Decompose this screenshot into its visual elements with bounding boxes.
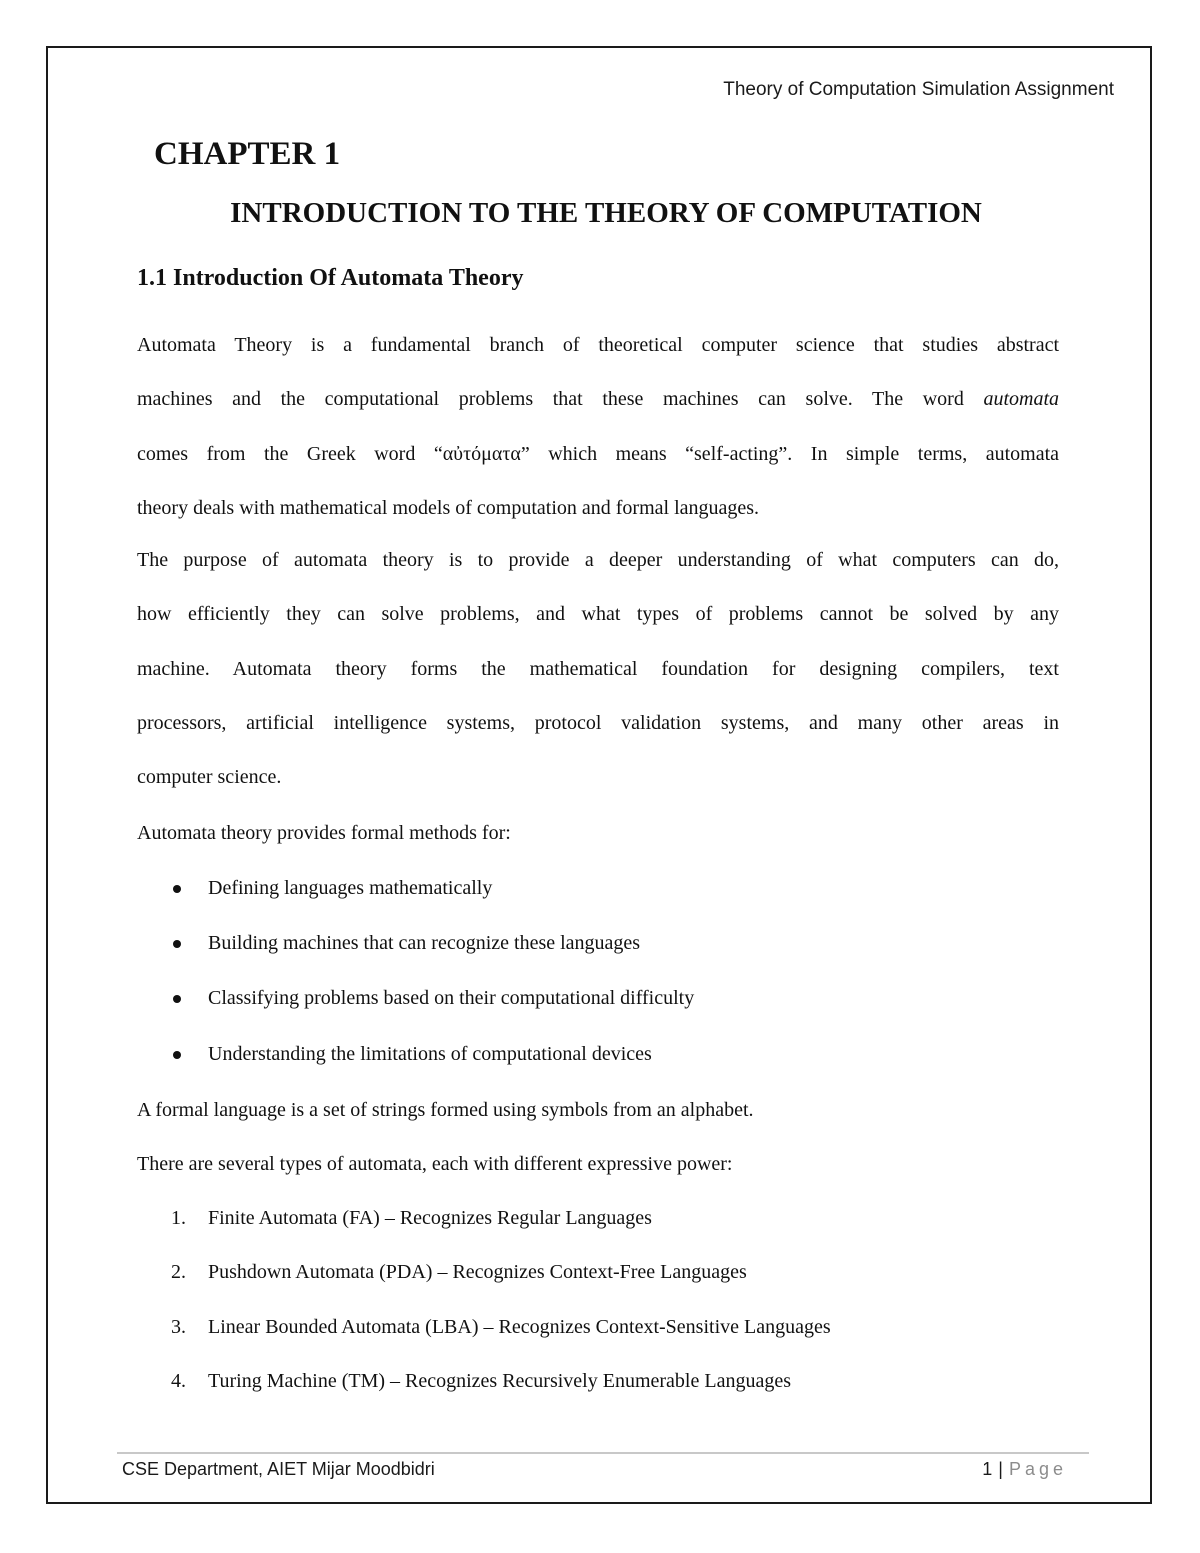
list-item [137, 861, 694, 916]
page-word: Page [1008, 1459, 1067, 1479]
bullet-icon [173, 995, 181, 1003]
list-item [137, 1027, 694, 1082]
footer-department: CSE Department, AIET Mijar Moodbidri [122, 1459, 435, 1479]
list-item [137, 1300, 831, 1354]
paragraph-line [137, 372, 1059, 426]
bullet-icon [173, 1051, 181, 1059]
list-item-text: Turing Machine (TM) – Recognizes Recursively Enumerable Languages [208, 1369, 791, 1392]
chapter-title: INTRODUCTION TO THE THEORY OF COMPUTATION [230, 197, 982, 229]
list-item-text: Finite Automata (FA) – Recognizes Regular Languages [208, 1207, 652, 1229]
paragraph-methods-intro: Automata theory provides formal methods for: [137, 822, 511, 844]
list-item-text: Classifying problems based on their computational difficulty [208, 987, 695, 1010]
paragraph-text: machines and the computational problems that these machines can solve. The word [137, 388, 964, 411]
section-heading: 1.1 Introduction Of Automata Theory [137, 265, 524, 291]
chapter-label: CHAPTER 1 [154, 136, 341, 172]
list-item-text: Linear Bounded Automata (LBA) – Recognizes Context-Sensitive Languages [208, 1315, 831, 1338]
paragraph-line: machine. Automata theory forms the mathematical foundation for designing compilers, text [137, 657, 1059, 680]
paragraph-line: theory deals with mathematical models of computation and formal languages. [137, 496, 760, 519]
list-item [137, 1354, 831, 1408]
list-item-text: Building machines that can recognize these languages [208, 932, 641, 955]
paragraph-line: processors, artificial intelligence systems, protocol validation systems, and many other areas in [137, 711, 1059, 734]
numbered-list [137, 1191, 831, 1408]
footer-divider [117, 1452, 1089, 1454]
list-number: 2. [171, 1261, 186, 1284]
running-header: Theory of Computation Simulation Assignment [723, 79, 1114, 100]
list-item [137, 1191, 831, 1245]
italic-term: automata [983, 388, 1060, 411]
list-number: 4. [171, 1369, 186, 1392]
paragraph-line: comes from the Greek word “αὐτόματα” which means “self-acting”. In simple terms, automata [137, 442, 1059, 465]
paragraph-formal-language: A formal language is a set of strings formed using symbols from an alphabet. [137, 1099, 754, 1121]
footer-separator: | [998, 1459, 1003, 1479]
list-item [137, 971, 694, 1026]
paragraph-line: The purpose of automata theory is to provide a deeper understanding of what computers can do, [137, 549, 1059, 571]
page-number: 1 [982, 1459, 993, 1479]
list-item-text: Defining languages mathematically [208, 877, 493, 899]
bullet-icon [173, 885, 181, 893]
paragraph-purpose [137, 533, 1059, 804]
bullet-icon [173, 940, 181, 948]
paragraph-automata-types-intro: There are several types of automata, each with different expressive power: [137, 1153, 733, 1175]
list-item [137, 916, 694, 971]
list-item-text: Understanding the limitations of computational devices [208, 1042, 652, 1065]
paragraph-line: Automata Theory is a fundamental branch of theoretical computer science that studies abstract [137, 334, 1059, 356]
footer-page-indicator [982, 1459, 1067, 1480]
paragraph-line: computer science. [137, 766, 282, 789]
list-item-text: Pushdown Automata (PDA) – Recognizes Context-Free Languages [208, 1261, 747, 1284]
paragraph-line: how efficiently they can solve problems, and what types of problems cannot be solved by any [137, 603, 1059, 626]
list-number: 3. [171, 1315, 186, 1338]
list-number: 1. [171, 1207, 186, 1229]
paragraph-intro [137, 318, 1059, 535]
list-item [137, 1245, 831, 1299]
bullet-list [137, 861, 694, 1082]
